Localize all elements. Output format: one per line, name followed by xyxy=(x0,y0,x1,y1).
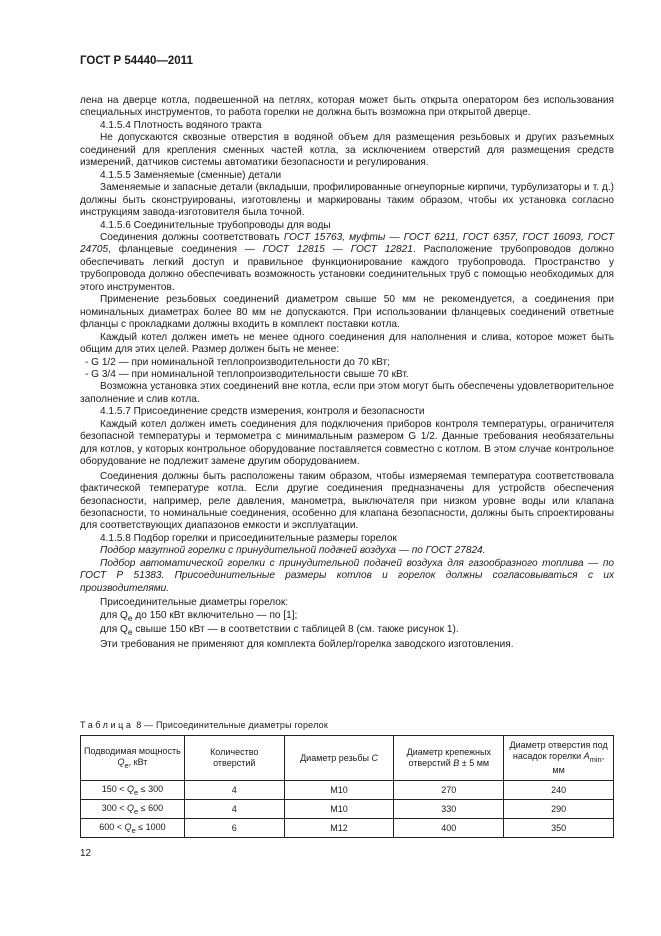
section-heading-4-1-5-5: 4.1.5.5 Заменяемые (сменные) детали xyxy=(100,169,282,181)
table-header-row xyxy=(81,736,614,781)
cell-nozzle: 290 xyxy=(504,800,614,819)
list-item: - G 3/4 — при номинальной теплопроизводительности свыше 70 кВт. xyxy=(85,368,409,380)
cell-nozzle: 350 xyxy=(504,819,614,838)
cell-nozzle: 240 xyxy=(504,781,614,800)
paragraph: Каждый котел должен иметь соединения для подключения приборов контроля температуры, ограничителя безопасной температуры и термометра с минимальным размером G 1/2. Данные требования необязательны для котлов, у которых контрольное оборудование поставляется совместно с котлом. В этом случае контрольное оборудование не подлежит замене другим оборудованием. xyxy=(80,418,614,468)
paragraph-italic: Подбор автоматической горелки с принудительной подачей воздуха для газообразного топлива — по ГОСТ Р 51383. Присоединительные размеры котлов и горелок должны согласовываться с их производителями. xyxy=(80,557,614,594)
list-item: для $Q_e$ свыше 150 кВт — в соответствии с таблицей 8 (см. также рисунок 1). xyxy=(100,624,459,638)
document-header: ГОСТ Р 54440—2011 xyxy=(80,55,193,67)
paragraph-connections xyxy=(80,232,614,294)
paragraph: Не допускаются сквозные отверстия в водяной объем для размещения резьбовых и других разъемных соединений для крепления сменных частей котла, за исключением отверстий для размещения средств измерений, датчиков системы автоматики безопасности и регулирования. xyxy=(80,132,614,169)
cell-holes: 4 xyxy=(184,800,284,819)
table-row xyxy=(81,800,614,819)
header-thread: Диаметр резьбы C xyxy=(284,736,394,781)
paragraph: Каждый котел должен иметь не менее одного соединения для наполнения и слива, которое может быть общим для этих целей. Размер должен быть не менее: xyxy=(80,331,614,356)
cell-mount: 270 xyxy=(394,781,504,800)
list-item: - G 1/2 — при номинальной теплопроизводительности до 70 кВт; xyxy=(85,356,390,368)
text-run: . Расположение трубопроводов должно обеспечивать легкий доступ и правильное функционирование каждого трубопровода. Пространство у трубопровода должно обеспечивать возможность установки соединительных труб с помощью необходимых для этого инструментов. xyxy=(80,244,614,293)
paragraph: Соединения должны быть расположены таким образом, чтобы измеряемая температура соответствовала фактической температуре котла. Если другие соединения предназначены для устройств обеспечения безопасности, например, реле давления, манометра, выключателя при низком уровне воды или клапана безопасности, то номинальные соединения, особенно для клапана безопасности, должны быть спроектированы для соответствующих диапазонов емкости и эксплуатации. xyxy=(80,470,614,532)
text-run: Соединения должны соответствовать xyxy=(100,231,284,243)
cell-power: $600 < Q_e \le 1000$ xyxy=(81,819,185,838)
cell-power: $150 < Q_e \le 300$ xyxy=(81,781,185,800)
table-caption-word: Таблица xyxy=(80,720,134,730)
paragraph: Присоединительные диаметры горелок: xyxy=(100,597,289,609)
cell-thread: M10 xyxy=(284,800,394,819)
paragraph: Заменяемые и запасные детали (вкладыши, профилированные огнеупорные кирпичи, турбулизаторы и т. д.) должны быть сконструированы, изготовлены и маркированы таким образом, чтобы их установка согласно инструкциям завода-изготовителя была точной. xyxy=(80,182,614,219)
cell-holes: 6 xyxy=(184,819,284,838)
standard-reference: ГОСТ 12815 — ГОСТ 12821 xyxy=(262,244,413,256)
cell-mount: 400 xyxy=(394,819,504,838)
list-item: для $Q_e$ до 150 кВт включительно — по [1]; xyxy=(100,609,298,623)
paragraph: Возможна установка этих соединений вне котла, если при этом могут быть обеспечены удовлетворительное заполнение и слив котла. xyxy=(80,381,614,405)
section-heading-4-1-5-8: 4.1.5.8 Подбор горелки и присоединительные размеры горелок xyxy=(100,532,397,544)
table-row xyxy=(81,819,614,838)
paragraph: Применение резьбовых соединений диаметром свыше 50 мм не рекомендуется, а соединения при номинальных диаметрах более 80 мм не допускаются. При использовании фланцевых соединений ответные фланцы с прокладками должны входить в комплект поставки котла. xyxy=(80,294,614,331)
header-mount-holes: Диаметр крепежных отверстий B ± 5 мм xyxy=(394,736,504,781)
cell-power: $300 < Q_e \le 600$ xyxy=(81,800,185,819)
text-run: , фланцевые соединения — xyxy=(108,244,263,256)
section-heading-4-1-5-4: 4.1.5.4 Плотность водяного тракта xyxy=(100,119,262,131)
header-power: Подводимая мощность $Q_e$, кВт xyxy=(81,736,185,781)
section-heading-4-1-5-7: 4.1.5.7 Присоединение средств измерения, контроля и безопасности xyxy=(100,406,425,418)
document-body xyxy=(80,95,614,651)
cell-thread: M10 xyxy=(284,781,394,800)
cell-thread: M12 xyxy=(284,819,394,838)
table-8 xyxy=(80,735,614,838)
paragraph-italic: Подбор мазутной горелки с принудительной подачей воздуха — по ГОСТ 27824. xyxy=(100,545,486,557)
standard-reference: ГОСТ 15763, муфты — ГОСТ 6211, ГОСТ 6357, ГОСТ 16093, ГОСТ 24705 xyxy=(80,231,614,256)
section-heading-4-1-5-6: 4.1.5.6 Соединительные трубопроводы для воды xyxy=(100,219,331,231)
cell-holes: 4 xyxy=(184,781,284,800)
table-caption xyxy=(80,720,614,730)
paragraph: лена на дверце котла, подвешенной на петлях, которая может быть открыта оператором без использования специальных инструментов, то работа горелки не должна быть возможна при открытой дверце. xyxy=(80,95,614,119)
table-row xyxy=(81,781,614,800)
cell-mount: 330 xyxy=(394,800,504,819)
header-holes: Количество отверстий xyxy=(184,736,284,781)
paragraph: Эти требования не применяют для комплекта бойлер/горелка заводского изготовления. xyxy=(100,638,514,650)
header-nozzle: Диаметр отверстия под насадок горелки $A_{min}$, мм xyxy=(504,736,614,781)
table-caption-text: 8 — Присоединительные диаметры горелок xyxy=(133,720,328,730)
page-number: 12 xyxy=(80,848,92,859)
